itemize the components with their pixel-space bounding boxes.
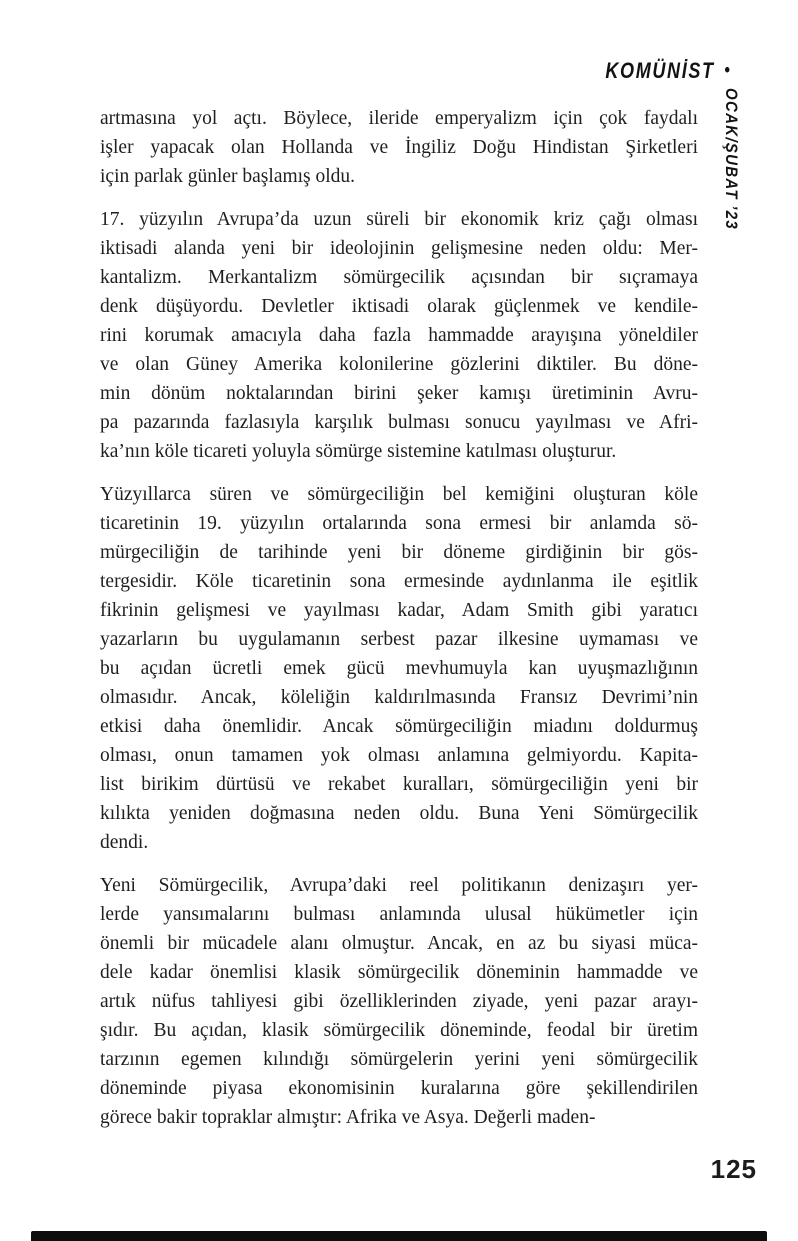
text-line: pa pazarında fazlasıyla karşılık bulması sonucu yayılması ve Afri- — [100, 412, 698, 433]
text-line: dele kadar önemlisi klasik sömürgecilik döneminin hammadde ve — [100, 962, 698, 983]
text-line: iktisadi alanda yeni bir ideolojinin gelişmesine neden oldu: Mer- — [100, 238, 698, 259]
text-line: olmasıdır. Ancak, köleliğin kaldırılmasında Fransız Devrimi’nin — [100, 687, 698, 708]
text-line: tergesidir. Köle ticaretinin sona ermesinde aydınlanma ile eşitlik — [100, 571, 698, 592]
masthead-title: KOMÜNİST — [605, 58, 715, 83]
paragraph — [100, 205, 698, 466]
text-line: min dönüm noktalarından birini şeker kamışı üretiminin Avru- — [100, 383, 698, 404]
text-line: görece bakir topraklar almıştır: Afrika ve Asya. Değerli maden- — [100, 1107, 596, 1128]
bullet-icon: • — [724, 60, 730, 81]
text-line: 17. yüzyılın Avrupa’da uzun süreli bir ekonomik kriz çağı olması — [100, 209, 698, 230]
text-line: artık nüfus tahliyesi gibi özelliklerinden ziyade, yeni pazar arayı- — [100, 991, 698, 1012]
paragraph — [100, 104, 698, 191]
issue-date-vertical: OCAK/ŞUBAT ’23 — [722, 88, 741, 231]
text-line: ve olan Güney Amerika kolonilerine gözlerini diktiler. Bu döne- — [100, 354, 698, 375]
text-line: dendi. — [100, 832, 149, 853]
paragraph — [100, 480, 698, 857]
text-line: Yüzyıllarca süren ve sömürgeciliğin bel kemiğini oluşturan köle — [100, 484, 698, 505]
article-body — [100, 104, 698, 1146]
text-line: ka’nın köle ticareti yoluyla sömürge sistemine katılması oluşturur. — [100, 441, 617, 462]
text-line: bu açıdan ücretli emek gücü mevhumuyla kan uyuşmazlığının — [100, 658, 698, 679]
text-line: kantalizm. Merkantalizm sömürgecilik açısından bir sıçramaya — [100, 267, 698, 288]
text-line: artmasına yol açtı. Böylece, ileride emperyalizm için çok faydalı — [100, 108, 698, 129]
text-line: işler yapacak olan Hollanda ve İngiliz Doğu Hindistan Şirketleri — [100, 137, 698, 158]
text-line: Yeni Sömürgecilik, Avrupa’daki reel politikanın denizaşırı yer- — [100, 875, 698, 896]
text-line: yazarların bu uygulamanın serbest pazar ilkesine uymaması ve — [100, 629, 698, 650]
page-number: 125 — [710, 1154, 757, 1184]
footer-bar — [31, 1231, 767, 1241]
text-line: denk düşüyordu. Devletler iktisadi olarak güçlenmek ve kendile- — [100, 296, 698, 317]
text-line: lerde yansımalarını bulması anlamında ulusal hükümetler için — [100, 904, 698, 925]
text-line: ticaretinin 19. yüzyılın ortalarında sona ermesi bir anlamda sö- — [100, 513, 698, 534]
text-line: etkisi daha önemlidir. Ancak sömürgeciliğin miadını doldurmuş — [100, 716, 698, 737]
text-line: şıdır. Bu açıdan, klasik sömürgecilik döneminde, feodal bir üretim — [100, 1020, 698, 1041]
text-line: için parlak günler başlamış oldu. — [100, 166, 356, 187]
text-line: olması, onun tamamen yok olması anlamına gelmiyordu. Kapita- — [100, 745, 698, 766]
text-line: rini korumak amacıyla daha fazla hammadde arayışına yöneldiler — [100, 325, 698, 346]
text-line: fikrinin gelişmesi ve yayılması kadar, Adam Smith gibi yaratıcı — [100, 600, 698, 621]
text-line: önemli bir mücadele alanı olmuştur. Ancak, en az bu siyasi müca- — [100, 933, 698, 954]
text-line: döneminde piyasa ekonomisinin kuralarına göre şekillendirilen — [100, 1078, 698, 1099]
masthead — [605, 58, 730, 84]
paragraph — [100, 871, 698, 1132]
text-line: list birikim dürtüsü ve rekabet kuralları, sömürgeciliğin yeni bir — [100, 774, 698, 795]
text-line: mürgeciliğin de tarihinde yeni bir döneme girdiğinin bir gös- — [100, 542, 698, 563]
text-line: kılıkta yeniden doğmasına neden oldu. Buna Yeni Sömürgecilik — [100, 803, 698, 824]
text-line: tarzının egemen kılındığı sömürgelerin yerini yeni sömürgecilik — [100, 1049, 698, 1070]
